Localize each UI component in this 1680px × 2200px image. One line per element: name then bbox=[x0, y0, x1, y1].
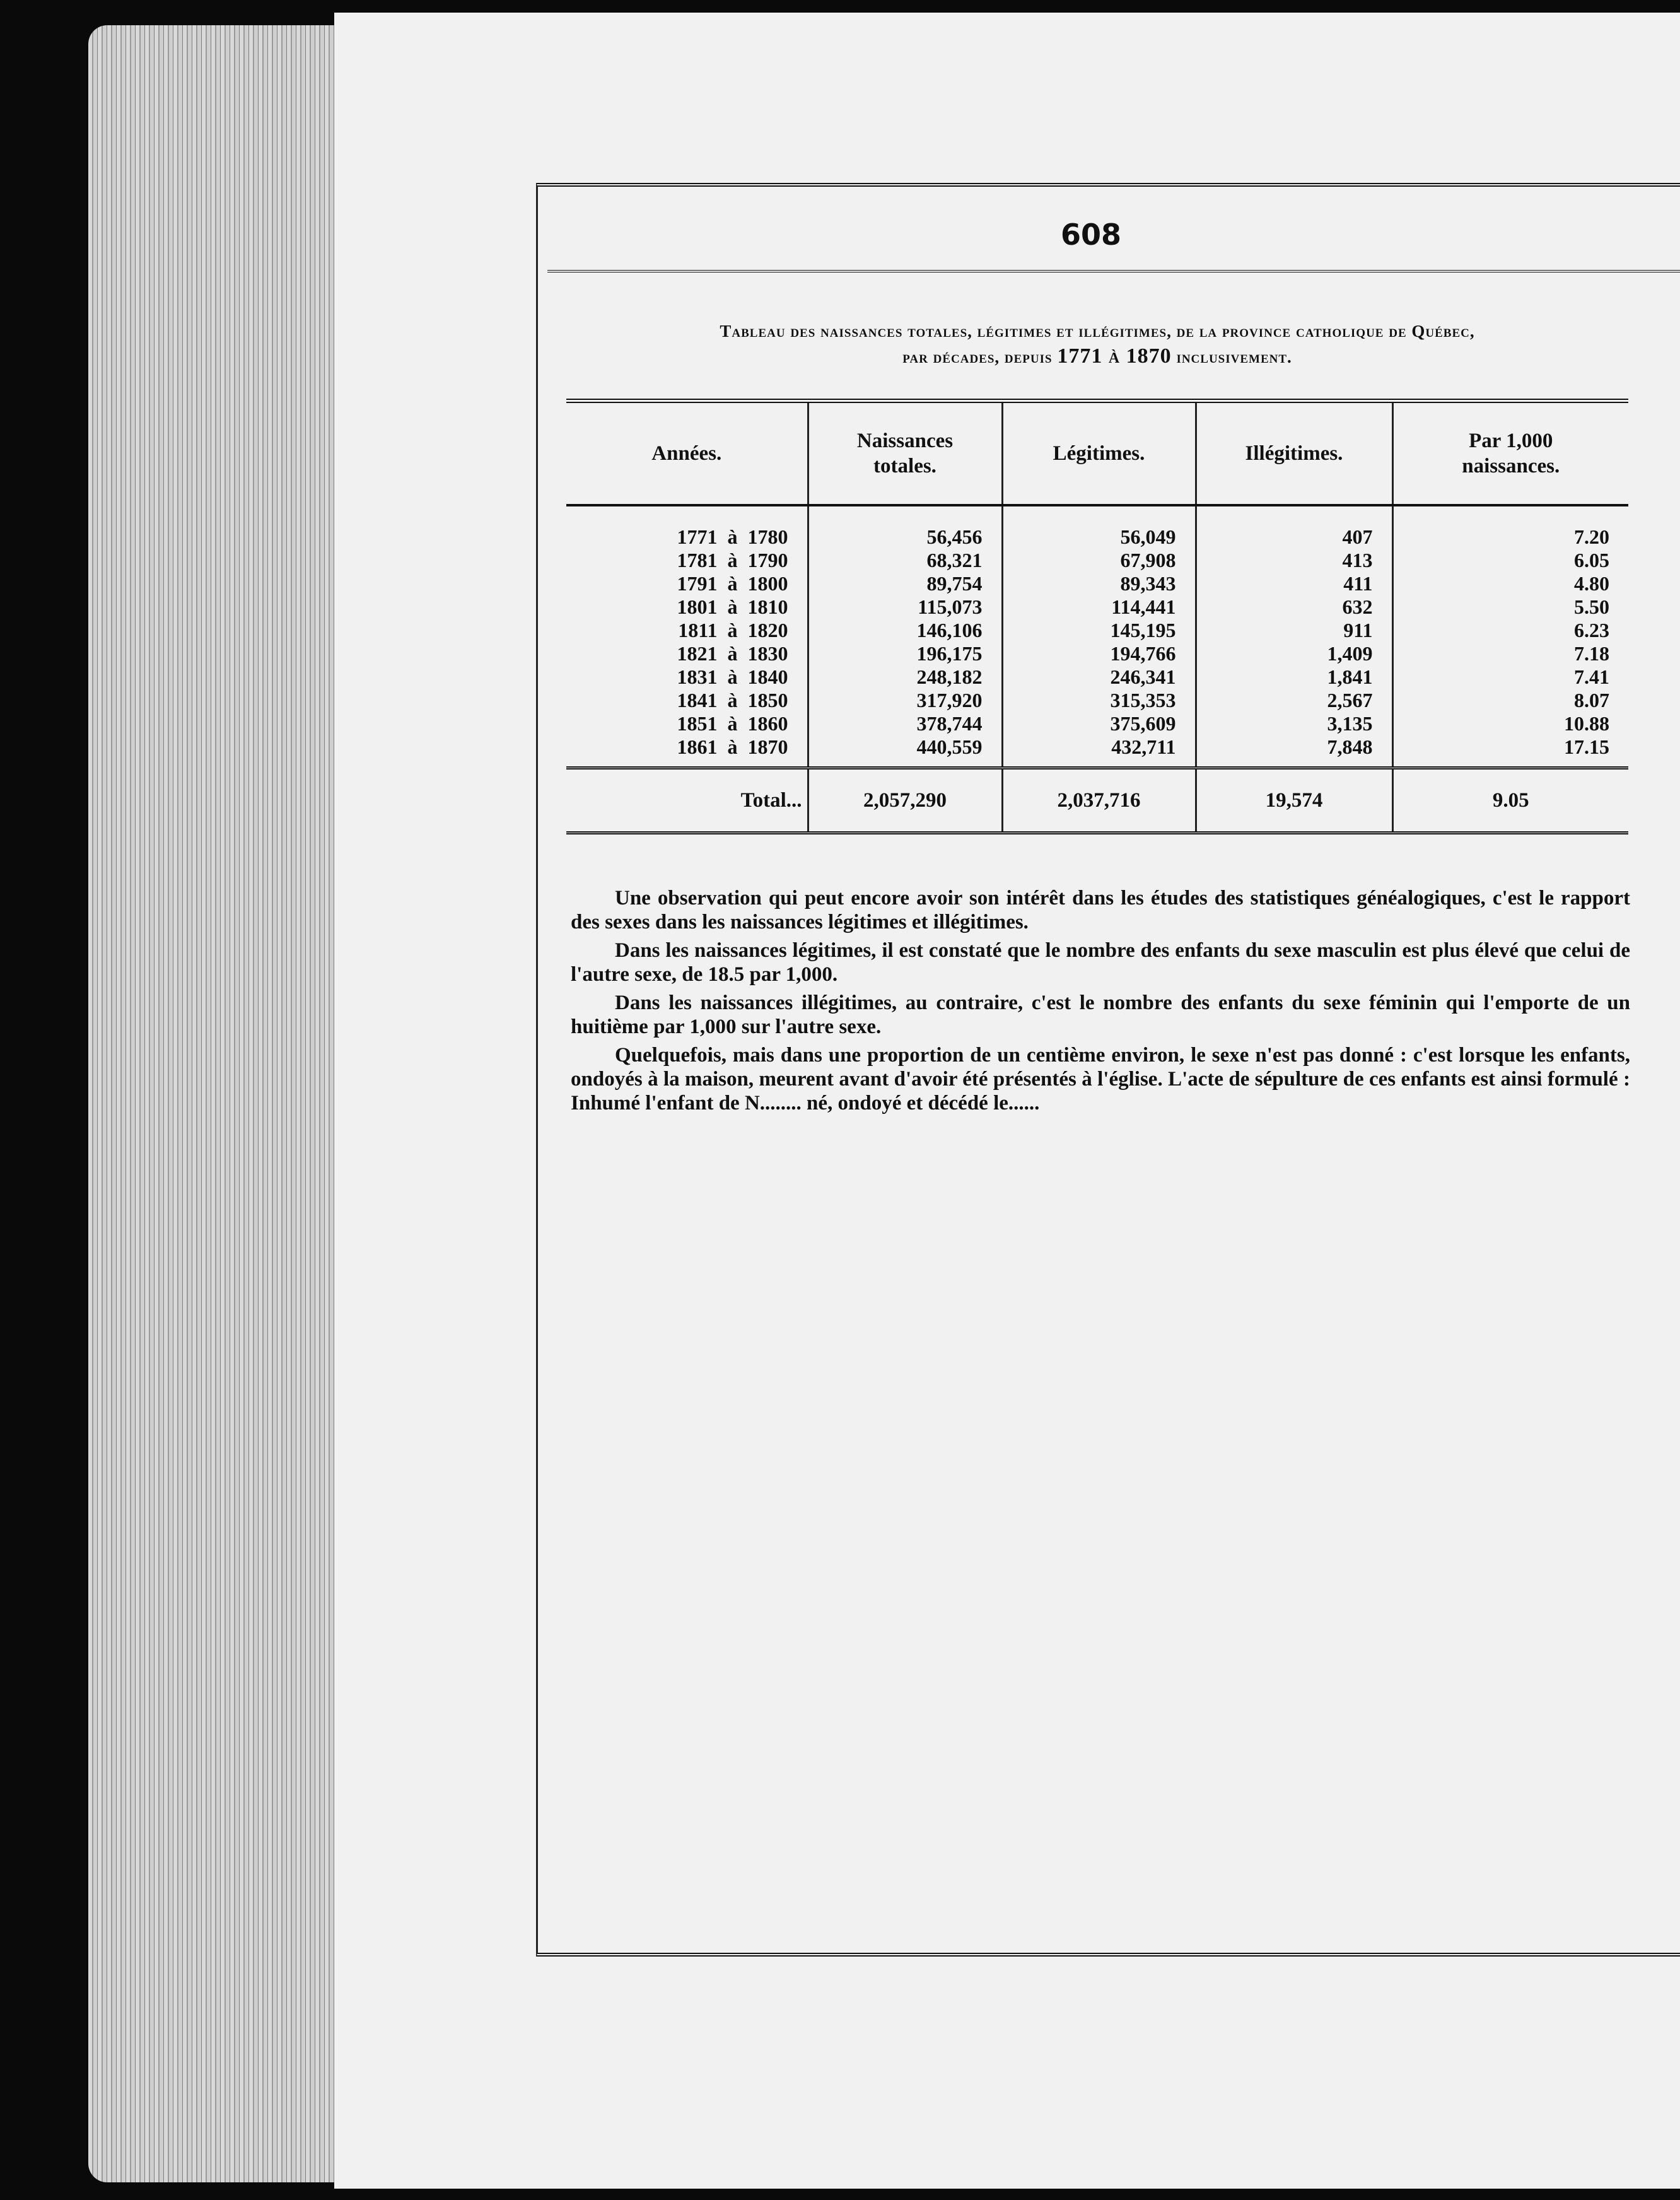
total-illegitimate: 19,574 bbox=[1196, 768, 1392, 833]
cell-illegitimate: 1,841 bbox=[1196, 665, 1392, 689]
cell-per-thousand: 6.23 bbox=[1392, 619, 1628, 642]
table-total-row bbox=[566, 768, 1628, 833]
cell-total-births: 248,182 bbox=[808, 665, 1002, 689]
table-row bbox=[566, 689, 1628, 712]
cell-total-births: 89,754 bbox=[808, 572, 1002, 595]
cell-years: 1791 à 1800 bbox=[677, 572, 788, 595]
header-years: Années. bbox=[651, 442, 722, 465]
table-row bbox=[566, 505, 1628, 549]
cell-illegitimate: 413 bbox=[1196, 549, 1392, 572]
cell-years: 1821 à 1830 bbox=[677, 642, 788, 665]
cell-illegitimate: 911 bbox=[1196, 619, 1392, 642]
header-total-births: Naissances totales. bbox=[808, 401, 1002, 506]
table-row bbox=[566, 642, 1628, 665]
total-rate: 9.05 bbox=[1392, 768, 1628, 833]
cell-illegitimate: 407 bbox=[1196, 505, 1392, 549]
cell-legitimate: 432,711 bbox=[1002, 735, 1196, 768]
paragraph: Dans les naissances légitimes, il est constaté que le nombre des enfants du sexe masculin est plus élevé que celui de l'autre sexe, de 18.5 par 1,000. bbox=[571, 939, 1630, 986]
table-row bbox=[566, 712, 1628, 735]
caption-line-1: Tableau des naissances totales, légitimes et illégitimes, de la province catholique de Québec, bbox=[720, 322, 1475, 341]
cell-legitimate: 114,441 bbox=[1002, 595, 1196, 619]
cell-total-births: 317,920 bbox=[808, 689, 1002, 712]
cell-per-thousand: 5.50 bbox=[1392, 595, 1628, 619]
cell-legitimate: 67,908 bbox=[1002, 549, 1196, 572]
table-row bbox=[566, 595, 1628, 619]
paragraph: Quelquefois, mais dans une proportion de un centième environ, le sexe n'est pas donné : c'est lorsque les enfants, ondoyés à la maison, meurent avant d'avoir été présentés à l'église. L'acte de sépulture de ces enfants est ainsi formulé : Inhumé l'enfant de N........ né, ondoyé et décédé le...... bbox=[571, 1044, 1630, 1115]
cell-total-births: 68,321 bbox=[808, 549, 1002, 572]
cell-years: 1841 à 1850 bbox=[677, 689, 788, 711]
book-page-edges bbox=[88, 25, 341, 2182]
caption-year-range: 1771 à 1870 bbox=[1057, 344, 1172, 368]
cell-total-births: 196,175 bbox=[808, 642, 1002, 665]
cell-years: 1801 à 1810 bbox=[677, 595, 788, 618]
cell-legitimate: 145,195 bbox=[1002, 619, 1196, 642]
table-row bbox=[566, 549, 1628, 572]
cell-years: 1811 à 1820 bbox=[678, 619, 788, 641]
cell-per-thousand: 7.18 bbox=[1392, 642, 1628, 665]
caption-line-2 bbox=[561, 344, 1633, 370]
header-per-thousand: Par 1,000 naissances. bbox=[1392, 401, 1628, 506]
cell-total-births: 378,744 bbox=[808, 712, 1002, 735]
cell-legitimate: 375,609 bbox=[1002, 712, 1196, 735]
cell-illegitimate: 1,409 bbox=[1196, 642, 1392, 665]
cell-years: 1861 à 1870 bbox=[677, 735, 788, 758]
header-legitimate: Légitimes. bbox=[1002, 401, 1196, 506]
table-row bbox=[566, 735, 1628, 768]
cell-legitimate: 246,341 bbox=[1002, 665, 1196, 689]
cell-illegitimate: 411 bbox=[1196, 572, 1392, 595]
cell-total-births: 56,456 bbox=[808, 505, 1002, 549]
births-table bbox=[566, 399, 1628, 834]
cell-total-births: 440,559 bbox=[808, 735, 1002, 768]
table-header-row bbox=[566, 401, 1628, 506]
cell-per-thousand: 10.88 bbox=[1392, 712, 1628, 735]
cell-per-thousand: 7.41 bbox=[1392, 665, 1628, 689]
cell-legitimate: 56,049 bbox=[1002, 505, 1196, 549]
paragraph: Dans les naissances illégitimes, au contraire, c'est le nombre des enfants du sexe féminin qui l'emporte de un huitième par 1,000 sur l'autre sexe. bbox=[571, 992, 1630, 1038]
cell-years: 1771 à 1780 bbox=[677, 525, 788, 548]
table-caption bbox=[561, 319, 1633, 370]
cell-per-thousand: 7.20 bbox=[1392, 505, 1628, 549]
body-text bbox=[571, 886, 1630, 1120]
cell-legitimate: 194,766 bbox=[1002, 642, 1196, 665]
table-row bbox=[566, 619, 1628, 642]
total-legitimate: 2,037,716 bbox=[1002, 768, 1196, 833]
cell-per-thousand: 17.15 bbox=[1392, 735, 1628, 768]
caption-line-2-suffix: inclusivement. bbox=[1176, 348, 1292, 366]
total-births: 2,057,290 bbox=[808, 768, 1002, 833]
paragraph: Une observation qui peut encore avoir son intérêt dans les études des statistiques généalogiques, c'est le rapport des sexes dans les naissances légitimes et illégitimes. bbox=[571, 887, 1630, 933]
cell-illegitimate: 2,567 bbox=[1196, 689, 1392, 712]
header-rule bbox=[547, 270, 1680, 272]
cell-illegitimate: 632 bbox=[1196, 595, 1392, 619]
cell-per-thousand: 4.80 bbox=[1392, 572, 1628, 595]
cell-per-thousand: 8.07 bbox=[1392, 689, 1628, 712]
cell-legitimate: 89,343 bbox=[1002, 572, 1196, 595]
cell-years: 1831 à 1840 bbox=[677, 665, 788, 688]
cell-total-births: 146,106 bbox=[808, 619, 1002, 642]
header-illegitimate: Illégitimes. bbox=[1196, 401, 1392, 506]
cell-years: 1781 à 1790 bbox=[677, 549, 788, 571]
cell-legitimate: 315,353 bbox=[1002, 689, 1196, 712]
table-row bbox=[566, 665, 1628, 689]
total-label: Total... bbox=[740, 788, 802, 812]
page-number: 608 bbox=[1060, 218, 1122, 252]
table-body bbox=[566, 505, 1628, 768]
cell-total-births: 115,073 bbox=[808, 595, 1002, 619]
cell-illegitimate: 7,848 bbox=[1196, 735, 1392, 768]
cell-illegitimate: 3,135 bbox=[1196, 712, 1392, 735]
cell-years: 1851 à 1860 bbox=[677, 712, 788, 735]
table-row bbox=[566, 572, 1628, 595]
cell-per-thousand: 6.05 bbox=[1392, 549, 1628, 572]
caption-line-2-prefix: par décades, depuis bbox=[902, 348, 1053, 366]
